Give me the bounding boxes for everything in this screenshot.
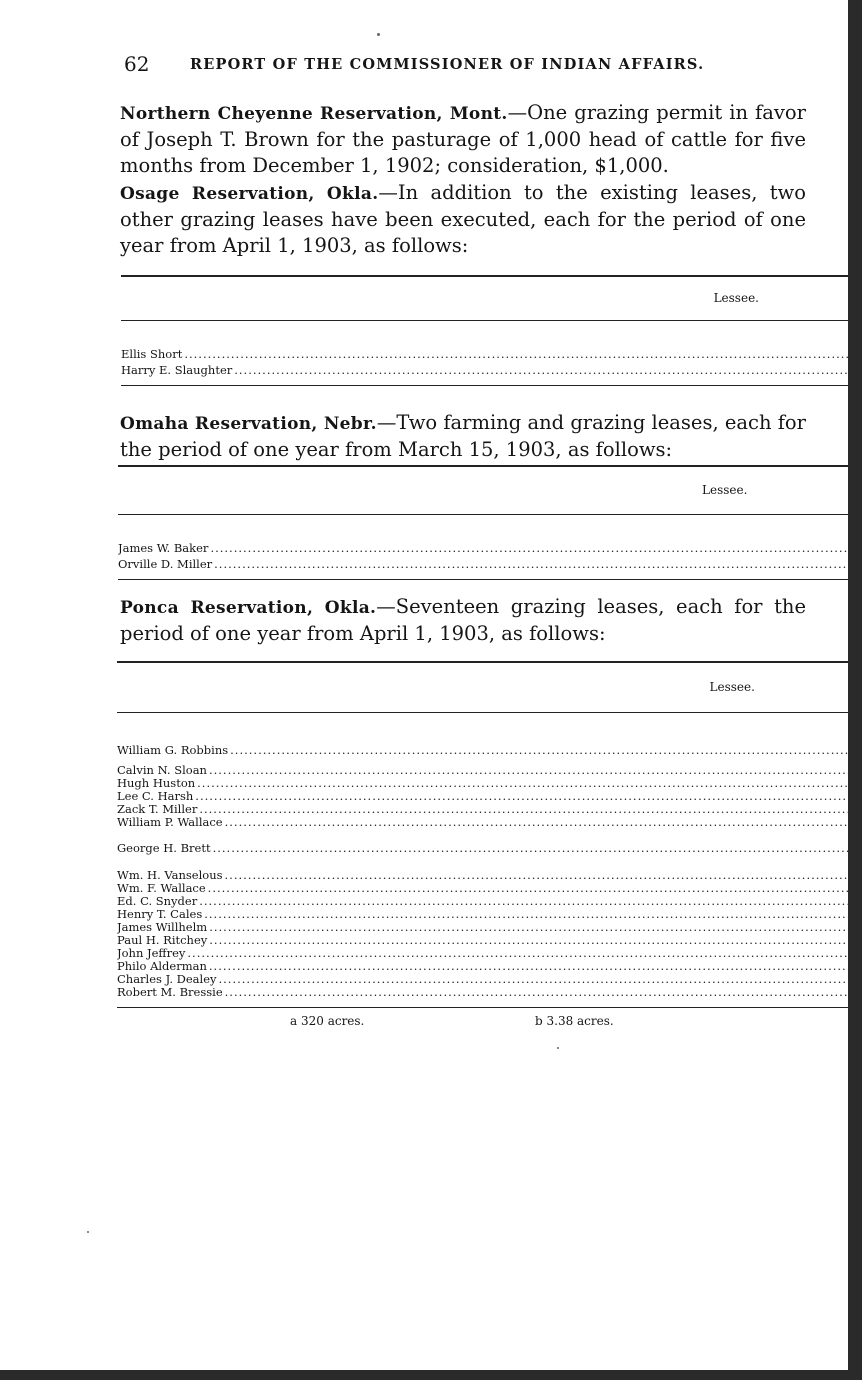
table-row <box>117 803 862 816</box>
lessee-name: Wm. H. Vanselous <box>117 868 223 882</box>
print-speck <box>87 1231 89 1233</box>
running-head <box>124 50 744 80</box>
table-cell <box>118 514 862 542</box>
table-row <box>117 947 862 960</box>
omaha-table <box>118 465 862 580</box>
lessee-name: Ed. C. Snyder <box>117 894 198 908</box>
lessee-name: Calvin N. Sloan <box>117 763 207 777</box>
table-row-brett <box>117 829 862 869</box>
lessee-name: William G. Robbins <box>117 744 229 757</box>
osage-table <box>121 275 862 386</box>
lessee-name: James W. Baker <box>118 541 209 555</box>
footnote-a: a 320 acres. <box>290 1014 365 1028</box>
heading-omaha: Omaha Reservation, Nebr. <box>120 414 377 434</box>
table-row-robbins <box>117 738 862 764</box>
table-cell <box>121 320 862 348</box>
table-row <box>118 542 862 558</box>
lessee-name: Ellis Short <box>121 347 183 361</box>
table-row <box>118 558 862 580</box>
table-row <box>117 921 862 934</box>
lessee-name: Paul H. Ritchey <box>117 933 208 947</box>
text-omaha: —Two farming and grazing leases, each for the period of one year from March 15, 1903, as follows: <box>120 411 806 461</box>
table-row <box>121 364 862 386</box>
table-row <box>117 908 862 921</box>
lessee-name: Lee C. Harsh <box>117 789 194 803</box>
lessee-name: Harry E. Slaughter <box>121 363 233 377</box>
footnote-b: b 3.38 acres. <box>535 1014 614 1028</box>
table-row <box>117 764 862 777</box>
col-header-lessee: Lessee. <box>121 276 862 320</box>
table-row <box>117 895 862 908</box>
text-ponca: —Seventeen grazing leases, each for the period of one year from April 1, 1903, as follows: <box>120 595 806 645</box>
col-header-lessee: Lessee. <box>117 662 862 712</box>
table-cell <box>117 712 862 738</box>
lessee-name: William P. Wallace <box>117 815 223 829</box>
ponca-table <box>117 661 862 1008</box>
scan-edge-bottom <box>0 1370 862 1380</box>
page-number: 62 <box>124 52 150 76</box>
text-osage: —In addition to the existing leases, two other grazing leases have been executed, each for the period of one year from April 1, 1903, as follows: <box>120 181 806 257</box>
lessee-name: Wm. F. Wallace <box>117 881 206 895</box>
lessee-name: Philo Alderman <box>117 959 207 973</box>
running-head-title: REPORT OF THE COMMISSIONER OF INDIAN AFFAIRS. <box>190 56 705 73</box>
print-speck <box>377 33 380 36</box>
lessee-name: Orville D. Miller <box>118 557 213 571</box>
lessee-name: George H. Brett <box>117 842 211 855</box>
heading-osage: Osage Reservation, Okla. <box>120 184 379 204</box>
table-row <box>117 869 862 882</box>
lessee-name: Robert M. Bressie <box>117 985 223 999</box>
paragraph-northern-cheyenne <box>120 100 806 179</box>
heading-ponca: Ponca Reservation, Okla. <box>120 598 377 618</box>
lessee-name: John Jeffrey <box>117 946 186 960</box>
table-row <box>117 960 862 973</box>
table-row <box>117 816 862 829</box>
scan-edge-right <box>848 0 862 1380</box>
paragraph-osage <box>120 180 806 259</box>
col-header-lessee: Lessee. <box>118 466 862 514</box>
table-row <box>117 790 862 803</box>
paragraph-omaha <box>120 410 806 463</box>
table-row <box>117 777 862 790</box>
lessee-name: James Willhelm <box>117 920 208 934</box>
table-row <box>117 986 862 1008</box>
paragraph-ponca <box>120 594 806 647</box>
lessee-name: Henry T. Cales <box>117 907 203 921</box>
lessee-name: Hugh Huston <box>117 776 196 790</box>
table-row <box>117 934 862 947</box>
table-row <box>117 973 862 986</box>
table-row <box>121 348 862 364</box>
table-row <box>117 882 862 895</box>
lessee-name: Zack T. Miller <box>117 802 198 816</box>
print-speck <box>557 1047 559 1049</box>
text-northern-cheyenne: —One grazing permit in favor of Joseph T. Brown for the pasturage of 1,000 head of cattle for five months from December 1, 1902; consideration, $1,000. <box>120 101 806 177</box>
heading-northern-cheyenne: Northern Cheyenne Reservation, Mont. <box>120 104 508 124</box>
lessee-name: Charles J. Dealey <box>117 972 217 986</box>
